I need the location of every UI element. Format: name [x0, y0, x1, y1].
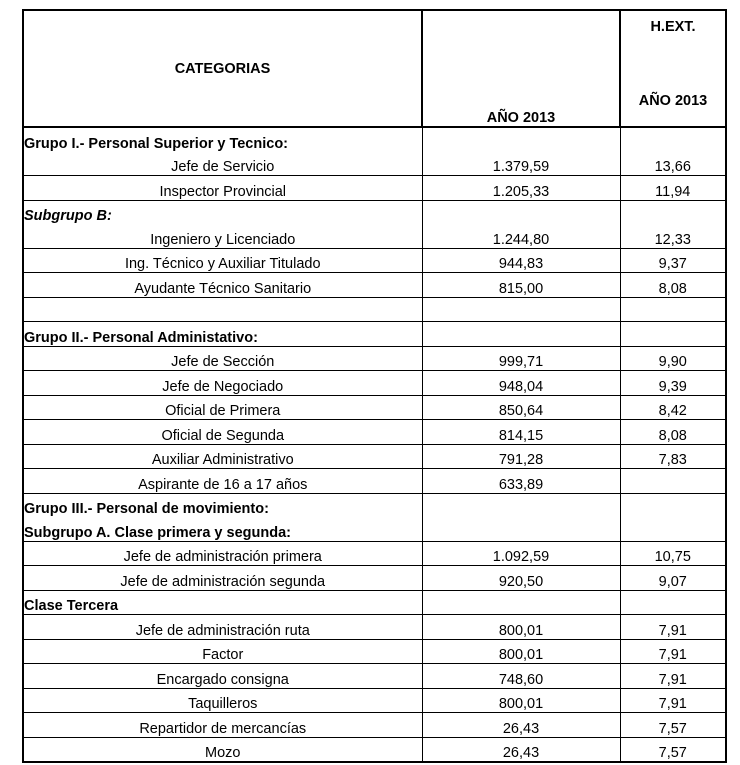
salary-cell [422, 517, 620, 541]
table-row [23, 322, 726, 347]
hext-cell: 8,42 [620, 395, 726, 420]
salary-cell: 948,04 [422, 371, 620, 396]
header-categorias: CATEGORIAS [23, 10, 422, 127]
salary-cell: 944,83 [422, 248, 620, 273]
table-row [23, 664, 726, 689]
table-row [23, 297, 726, 322]
table-row [23, 737, 726, 762]
salary-cell [422, 297, 620, 322]
table-row [23, 517, 726, 541]
table-row [23, 273, 726, 298]
category-cell: Jefe de Negociado [23, 371, 422, 396]
category-cell: Auxiliar Administrativo [23, 444, 422, 469]
hext-cell [620, 127, 726, 152]
hext-cell: 9,37 [620, 248, 726, 273]
salary-cell [422, 322, 620, 347]
hext-cell: 9,07 [620, 566, 726, 591]
table-row [23, 152, 726, 176]
table-row [23, 688, 726, 713]
category-cell: Jefe de administración ruta [23, 615, 422, 640]
salary-cell: 1.379,59 [422, 152, 620, 176]
table-row [23, 176, 726, 201]
category-cell: Repartidor de mercancías [23, 713, 422, 738]
table-row [23, 371, 726, 396]
header-row [23, 10, 726, 127]
header-hext-title: H.EXT. [650, 19, 696, 35]
table-row [23, 200, 726, 224]
category-cell: Oficial de Segunda [23, 420, 422, 445]
salary-cell: 920,50 [422, 566, 620, 591]
hext-cell [620, 322, 726, 347]
table-row [23, 493, 726, 517]
table-row [23, 566, 726, 591]
table-row [23, 713, 726, 738]
salary-cell: 800,01 [422, 639, 620, 664]
category-cell: Encargado consigna [23, 664, 422, 689]
hext-cell: 7,91 [620, 664, 726, 689]
category-cell: Oficial de Primera [23, 395, 422, 420]
subgroup-heading: Subgrupo A. Clase primera y segunda: [23, 517, 422, 541]
category-cell [23, 297, 422, 322]
salary-cell: 26,43 [422, 713, 620, 738]
hext-cell [620, 469, 726, 494]
category-cell: Jefe de administración primera [23, 541, 422, 566]
salary-cell [422, 590, 620, 615]
hext-cell: 8,08 [620, 273, 726, 298]
salary-cell: 26,43 [422, 737, 620, 762]
category-cell: Aspirante de 16 a 17 años [23, 469, 422, 494]
table-row [23, 224, 726, 248]
table-row [23, 420, 726, 445]
header-hext [620, 10, 726, 127]
hext-cell: 7,83 [620, 444, 726, 469]
hext-cell: 10,75 [620, 541, 726, 566]
hext-cell: 13,66 [620, 152, 726, 176]
hext-cell: 9,39 [620, 371, 726, 396]
category-cell: Jefe de Sección [23, 346, 422, 371]
class-heading: Clase Tercera [23, 590, 422, 615]
salary-cell [422, 493, 620, 517]
salary-cell: 850,64 [422, 395, 620, 420]
hext-cell: 11,94 [620, 176, 726, 201]
subgroup-heading: Subgrupo B: [23, 200, 422, 224]
hext-cell: 12,33 [620, 224, 726, 248]
category-cell: Mozo [23, 737, 422, 762]
salary-cell: 1.092,59 [422, 541, 620, 566]
table-row [23, 127, 726, 152]
table-row [23, 541, 726, 566]
group-heading: Grupo I.- Personal Superior y Tecnico: [23, 127, 422, 152]
salary-cell: 791,28 [422, 444, 620, 469]
category-cell: Taquilleros [23, 688, 422, 713]
salary-cell: 800,01 [422, 615, 620, 640]
table-row [23, 346, 726, 371]
salary-cell: 1.244,80 [422, 224, 620, 248]
category-cell: Ing. Técnico y Auxiliar Titulado [23, 248, 422, 273]
hext-cell: 7,91 [620, 639, 726, 664]
salary-cell: 633,89 [422, 469, 620, 494]
table-row [23, 639, 726, 664]
hext-cell: 8,08 [620, 420, 726, 445]
hext-cell [620, 493, 726, 517]
category-cell: Inspector Provincial [23, 176, 422, 201]
table-row [23, 590, 726, 615]
category-cell: Jefe de Servicio [23, 152, 422, 176]
hext-cell: 9,90 [620, 346, 726, 371]
category-cell: Jefe de administración segunda [23, 566, 422, 591]
salary-cell: 999,71 [422, 346, 620, 371]
hext-cell: 7,91 [620, 688, 726, 713]
hext-cell [620, 517, 726, 541]
hext-cell [620, 200, 726, 224]
header-hext-year: AÑO 2013 [638, 93, 708, 109]
table-row [23, 469, 726, 494]
hext-cell: 7,57 [620, 737, 726, 762]
salary-cell: 748,60 [422, 664, 620, 689]
category-cell: Ingeniero y Licenciado [23, 224, 422, 248]
table-row [23, 615, 726, 640]
table-row [23, 444, 726, 469]
table-row [23, 395, 726, 420]
group-heading: Grupo III.- Personal de movimiento: [23, 493, 422, 517]
salary-cell: 800,01 [422, 688, 620, 713]
table-row [23, 248, 726, 273]
hext-cell: 7,91 [620, 615, 726, 640]
salary-table [22, 9, 727, 763]
salary-cell: 1.205,33 [422, 176, 620, 201]
category-cell: Factor [23, 639, 422, 664]
salary-cell [422, 200, 620, 224]
salary-cell: 814,15 [422, 420, 620, 445]
hext-cell [620, 297, 726, 322]
header-year: AÑO 2013 [422, 10, 620, 127]
group-heading: Grupo II.- Personal Administativo: [23, 322, 422, 347]
salary-cell: 815,00 [422, 273, 620, 298]
category-cell: Ayudante Técnico Sanitario [23, 273, 422, 298]
hext-cell: 7,57 [620, 713, 726, 738]
hext-cell [620, 590, 726, 615]
salary-cell [422, 127, 620, 152]
